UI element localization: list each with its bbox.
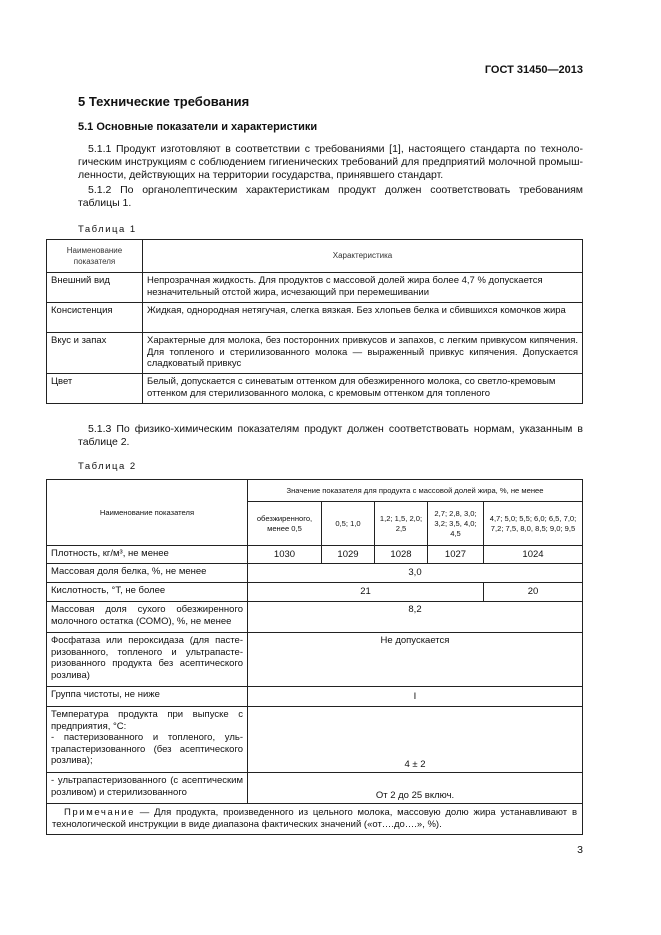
temperature-value: 4 ± 2 (248, 707, 583, 773)
table1-row-name: Консистенция (47, 303, 143, 333)
acidity-label: Кислотность, °Т, не более (47, 583, 248, 602)
uht-label: - ультрапастеризованного (с асептическим розливом) и стерилизованного (47, 773, 248, 804)
protein-value: 3,0 (248, 564, 583, 583)
purity-label: Группа чистоты, не ниже (47, 687, 248, 707)
document-header: ГОСТ 31450—2013 (484, 64, 583, 76)
table2-subheader: 4,7; 5,0; 5,5; 6,0; 6,5, 7,0; 7,2; 7,5, 8,0, 8,5; 9,0; 9,5 (484, 502, 583, 546)
paragraph-5-1-1: 5.1.1 Продукт изготовляют в соответствии с требованиями [1], настоящего стандарта по технологическим инструкциям с соблюдением гигиенических требований для предприятий молочной промышленности, действующих на территории государства, принявшего стандарт. (78, 143, 583, 181)
density-label: Плотность, кг/м³, не менее (47, 546, 248, 564)
protein-label: Массовая доля белка, %, не менее (47, 564, 248, 583)
table-row (47, 583, 583, 602)
table2-subheader: 1,2; 1,5, 2,0; 2,5 (375, 502, 428, 546)
somo-value: 8,2 (248, 602, 583, 633)
table1-row-name: Внешний вид (47, 273, 143, 303)
paragraph-5-1-3: 5.1.3 По физико-химическим показателям продукт должен соответствовать нормам, указанным в таблице 2. (78, 423, 583, 448)
table1-row-name: Вкус и запах (47, 333, 143, 374)
table-row (47, 303, 583, 333)
acidity-value: 21 (248, 583, 484, 602)
table2-caption: Таблица 2 (78, 461, 137, 472)
table-row (47, 546, 583, 564)
table2-subheader: обезжиренного, менее 0,5 (248, 502, 322, 546)
table1-row-value: Жидкая, однородная нетягучая, слегка вязкая. Без хлопьев белка и сбившихся комочков жира (143, 303, 583, 333)
table1-header-name: Наименование показателя (47, 240, 143, 273)
page-number: 3 (577, 844, 583, 856)
table2-header-group: Значение показателя для продукта с массовой долей жира, %, не менее (248, 480, 583, 502)
table-2 (46, 479, 583, 835)
table-row (47, 773, 583, 804)
table2-subheader: 2,7; 2,8, 3,0; 3,2; 3,5, 4,0; 4,5 (428, 502, 484, 546)
table-row (47, 602, 583, 633)
phosphatase-value: Не допускается (248, 633, 583, 687)
table-1 (46, 239, 583, 404)
section-title: 5 Технические требования (78, 94, 250, 109)
table1-row-value: Непрозрачная жидкость. Для продуктов с массовой долей жира более 4,7 % допускается незначительный отстой жира, исчезающий при перемешивании (143, 273, 583, 303)
temperature-label: Температура продукта при выпуске с предприятия, °С: - пастеризованного и топленого, ультрапастеризованного (без асептического розлива); (47, 707, 248, 773)
subsection-title: 5.1 Основные показатели и характеристики (78, 121, 318, 133)
table-row (47, 333, 583, 374)
table1-header-characteristic: Характеристика (143, 240, 583, 273)
paragraph-5-1-2: 5.1.2 По органолептическим характеристикам продукт должен соответствовать требованиям таблицы 1. (78, 184, 583, 209)
table-row (47, 687, 583, 707)
density-value: 1030 (248, 546, 322, 564)
table1-row-value: Характерные для молока, без посторонних привкусов и запахов, с легким привкусом кипячения. Для топленого и стерилизованного молока — выраженный привкус кипячения. Допускается сладковатый привкус (143, 333, 583, 374)
table-row (47, 707, 583, 773)
table2-note (47, 804, 583, 835)
uht-value: От 2 до 25 включ. (248, 773, 583, 804)
table-row (47, 633, 583, 687)
acidity-value: 20 (484, 583, 583, 602)
table-row (47, 273, 583, 303)
density-value: 1028 (375, 546, 428, 564)
table-row (47, 374, 583, 404)
density-value: 1029 (322, 546, 375, 564)
table1-row-name: Цвет (47, 374, 143, 404)
density-value: 1024 (484, 546, 583, 564)
purity-value: I (248, 687, 583, 707)
table1-caption: Таблица 1 (78, 224, 137, 235)
somo-label: Массовая доля сухого обезжиренного молочного остатка (СОМО), %, не менее (47, 602, 248, 633)
phosphatase-label: Фосфатаза или пероксидаза (для пастеризованного, топленого и ультрапастеризованного продукта без асептического розлива) (47, 633, 248, 687)
table1-row-value: Белый, допускается с синеватым оттенком для обезжиренного молока, со светло-кремовым оттенком для стерилизованного молока, с кремовым оттенком для топленого (143, 374, 583, 404)
table2-header-name: Наименование показателя (47, 480, 248, 546)
table2-subheader: 0,5; 1,0 (322, 502, 375, 546)
table-row (47, 804, 583, 835)
note-text: — Для продукта, произведенного из цельного молока, массовую долю жира устанавливают в технологической инструкции в виде диапазона фактических значений («от….до….», %). (52, 807, 577, 830)
note-label: Примечание (64, 807, 135, 818)
density-value: 1027 (428, 546, 484, 564)
table-row (47, 564, 583, 583)
